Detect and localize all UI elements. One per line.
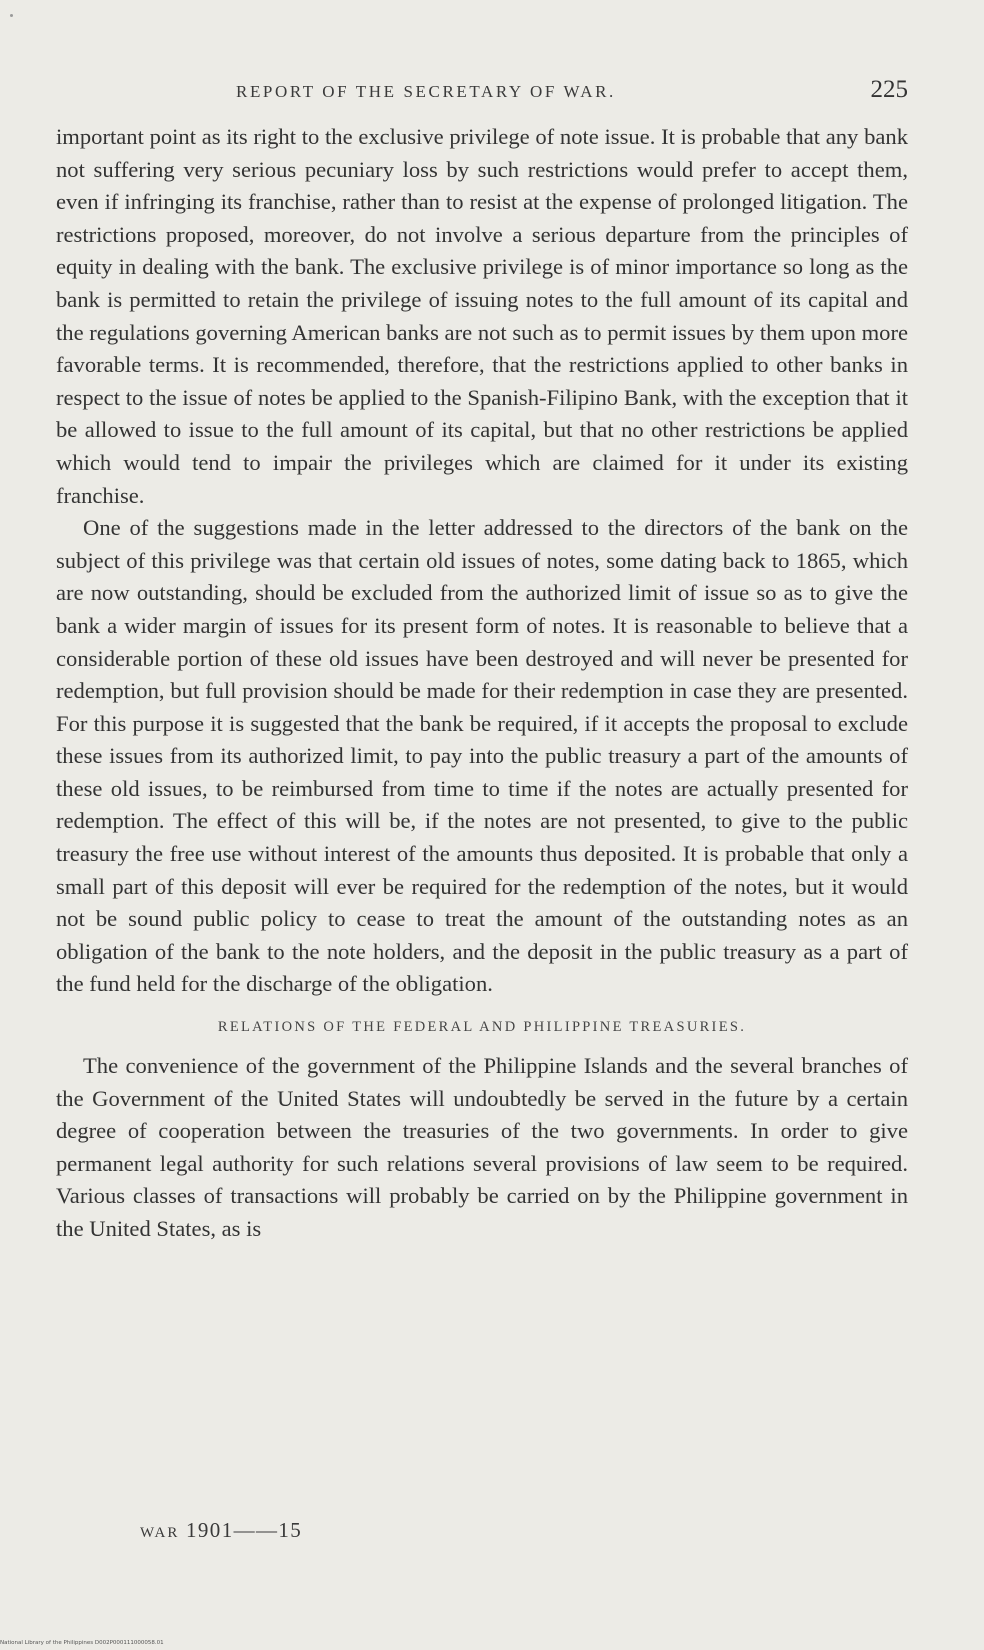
scan-speck	[10, 14, 13, 17]
page-header	[56, 76, 908, 110]
paragraph-treasuries: The convenience of the government of the Philippine Islands and the several branches of the Government of the United States will undoubtedly be served in the future by a certain degree of cooperation between the treasuries of the two governments. In order to give permanent legal authority for such relations several provisions of law seem to be required. Various classes of transactions will probably be carried on by the Philippine government in the United States, as is	[56, 1053, 908, 1241]
printer-signature-mark	[140, 1518, 302, 1543]
paragraph-continued: important point as its right to the exclusive privilege of note issue. It is probable that any bank not suffering very serious pecuniary loss by such restrictions would prefer to accept them, even if infringing its franchise, rather than to resist at the expense of prolonged litigation. The restrictions proposed, moreover, do not involve a serious departure from the principles of equity in dealing with the bank. The exclusive privilege is of minor importance so long as the bank is permitted to retain the privilege of issuing notes to the full amount of its capital and the regulations governing American banks are not such as to permit issues by them upon more favorable terms. It is recommended, therefore, that the restrictions applied to other banks in respect to the issue of notes be applied to the Spanish-Filipino Bank, with the exception that it be allowed to issue to the full amount of its capital, but that no other restrictions be applied which would tend to impair the privileges which are claimed for it under its existing franchise.	[56, 124, 908, 508]
paragraph-old-issues: One of the suggestions made in the letter addressed to the directors of the bank on the subject of this privilege was that certain old issues of notes, some dating back to 1865, which are now outstanding, should be excluded from the authorized limit of issue so as to give the bank a wider margin of issues for its present form of notes. It is reasonable to believe that a considerable portion of these old issues have been destroyed and will never be presented for redemption, but full provision should be made for their redemption in case they are presented. For this purpose it is suggested that the bank be required, if it accepts the proposal to exclude these issues from its authorized limit, to pay into the public treasury a part of the amounts of these old issues, to be reimbursed from time to time if the notes are actually presented for redemption. The effect of this will be, if the notes are not presented, to give to the public treasury the free use without interest of the amounts thus deposited. It is probable that only a small part of this deposit will ever be required for the redemption of the notes, but it would not be sound public policy to cease to treat the amount of the outstanding notes as an obligation of the bank to the note holders, and the deposit in the public treasury as a part of the fund held for the discharge of the obligation.	[56, 515, 908, 997]
running-title: REPORT OF THE SECRETARY OF WAR.	[236, 82, 616, 101]
signature-label: WAR	[140, 1525, 180, 1541]
scan-credit: National Library of the Philippines D002P000111000058.01	[0, 1640, 164, 1646]
body-text	[56, 121, 908, 1246]
section-heading: RELATIONS OF THE FEDERAL AND PHILIPPINE TREASURIES.	[217, 1019, 747, 1036]
signature-number: 1901——15	[186, 1518, 303, 1542]
page-number: 225	[870, 76, 908, 103]
